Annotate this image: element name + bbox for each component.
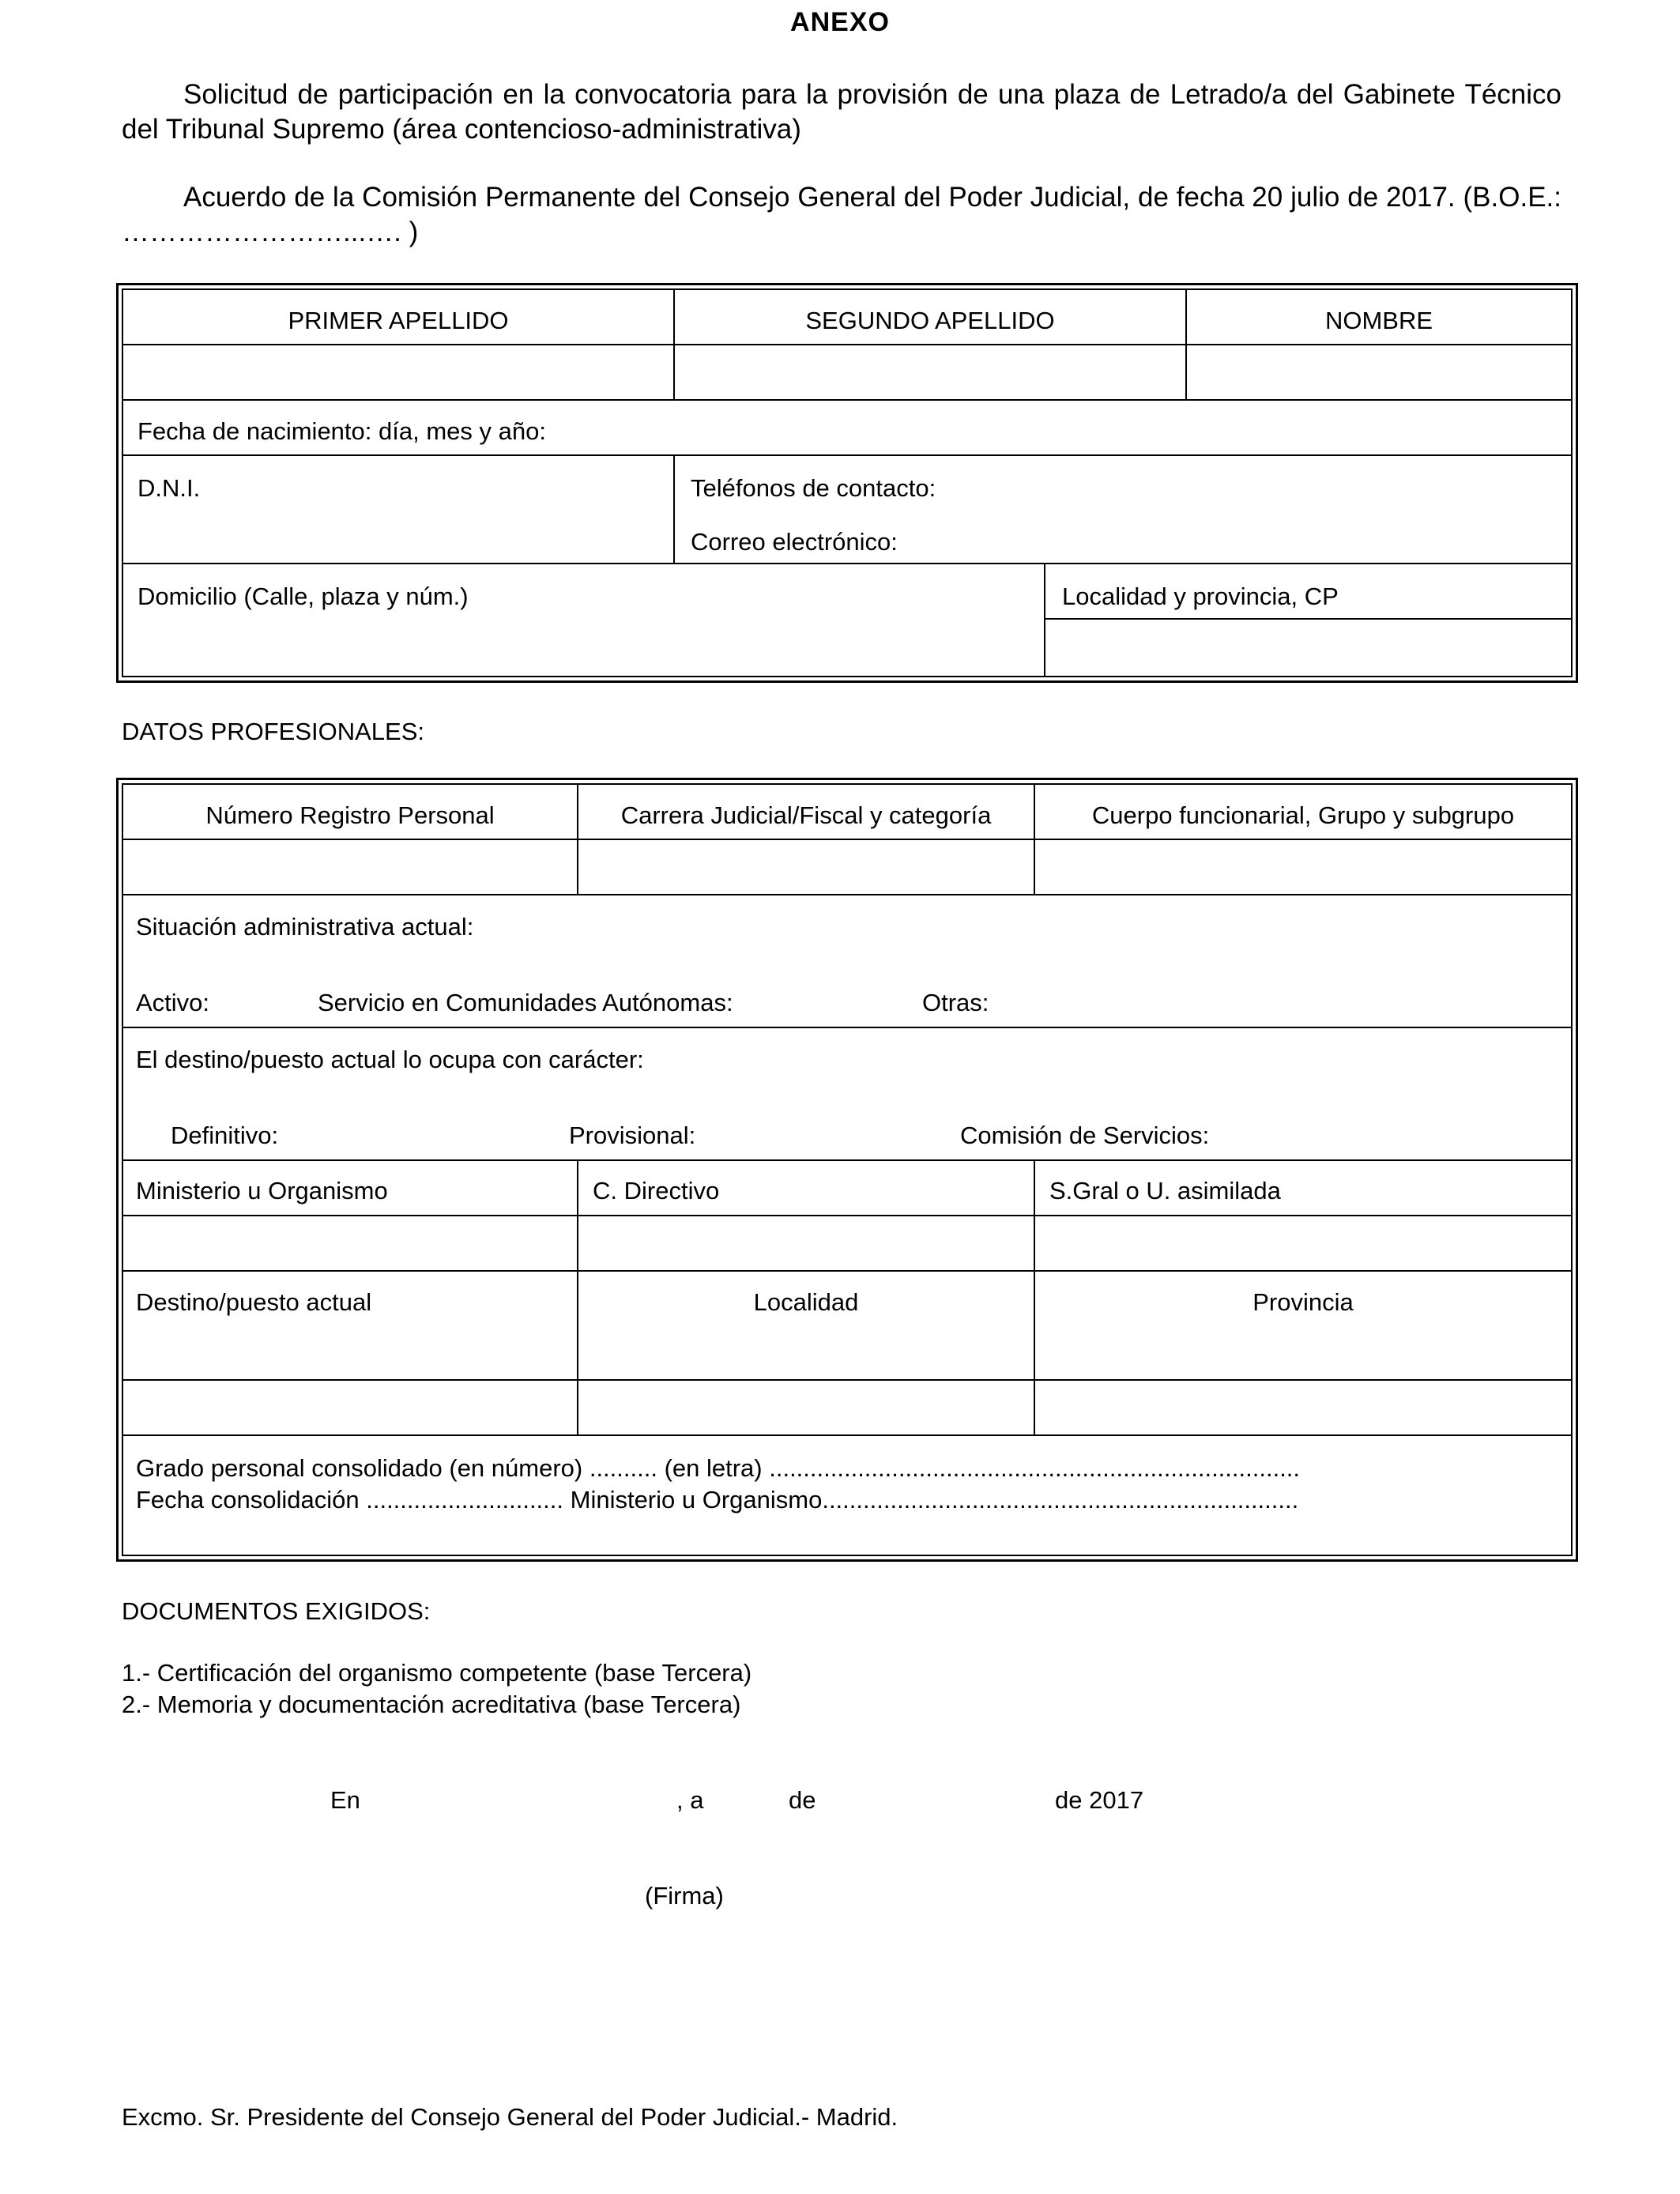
nrp-field[interactable] [123,840,575,892]
ministerio-header: Ministerio u Organismo [136,1177,388,1204]
correo-label: Correo electrónico: [691,528,898,556]
activo-label: Activo: [136,989,210,1016]
segundo-apellido-field[interactable] [675,345,1184,398]
documentos-heading: DOCUMENTOS EXIGIDOS: [122,1597,431,1625]
servicio-ccaa-label: Servicio en Comunidades Autónomas: [318,989,733,1016]
cuerpo-field[interactable] [1035,840,1569,892]
grado-line: Grado personal consolidado (en número) .......... (en letra) .............................................................................. [136,1454,1301,1482]
fecha-consolidacion-line: Fecha consolidación ............................. Ministerio u Organismo...................................................................... [136,1486,1299,1514]
provisional-label: Provisional: [569,1122,696,1149]
dni-label: D.N.I. [137,474,201,502]
carrera-header: Carrera Judicial/Fiscal y categoría [620,801,992,829]
s-gral-field[interactable] [1035,1216,1569,1269]
datos-profesionales-heading: DATOS PROFESIONALES: [122,718,425,745]
page-title: ANEXO [790,7,890,37]
localidad-field[interactable] [578,1381,1032,1433]
destino-actual-header: Destino/puesto actual [136,1288,372,1316]
destino-actual-field[interactable] [123,1381,575,1433]
localidad-provincia-field[interactable] [1045,620,1569,673]
cuerpo-header: Cuerpo funcionarial, Grupo y subgrupo [1091,801,1515,829]
c-directivo-field[interactable] [578,1216,1032,1269]
firma-a-label: , a [676,1786,704,1814]
primer-apellido-field[interactable] [123,345,672,398]
provincia-field[interactable] [1035,1381,1569,1433]
definitivo-label: Definitivo: [171,1122,279,1149]
situacion-label: Situación administrativa actual: [136,913,474,941]
nombre-field[interactable] [1187,345,1569,398]
solicitud-paragraph: Solicitud de participación en la convocatoria para la provisión de una plaza de Letrado/a del Gabinete Técnico del Tribunal Supremo (área contencioso-administrativa) [122,79,1561,145]
firma-label: (Firma) [645,1882,724,1909]
documento-item: 1.- Certificación del organismo competente (base Tercera) [122,1659,752,1687]
primer-apellido-header: PRIMER APELLIDO [288,307,509,334]
footer-addressee: Excmo. Sr. Presidente del Consejo General del Poder Judicial.- Madrid. [122,2103,898,2131]
nombre-header: NOMBRE [1324,307,1433,334]
ministerio-field[interactable] [123,1216,575,1269]
destino-caracter-label: El destino/puesto actual lo ocupa con carácter: [136,1046,644,1073]
firma-year-label: de 2017 [1055,1786,1144,1814]
comision-label: Comisión de Servicios: [960,1122,1210,1149]
documento-item: 2.- Memoria y documentación acreditativa (base Tercera) [122,1691,741,1718]
localidad-header: Localidad [753,1288,859,1316]
s-gral-header: S.Gral o U. asimilada [1049,1177,1281,1204]
provincia-header: Provincia [1252,1288,1354,1316]
domicilio-label: Domicilio (Calle, plaza y núm.) [137,582,469,610]
firma-de-label: de [789,1786,816,1814]
acuerdo-paragraph: Acuerdo de la Comisión Permanente del Consejo General del Poder Judicial, de fecha 20 julio de 2017. (B.O.E.: ……………………...…. ) [122,182,1561,247]
fecha-nacimiento-label: Fecha de nacimiento: día, mes y año: [137,417,546,445]
c-directivo-header: C. Directivo [593,1177,720,1204]
professional-data-table [122,783,1573,1556]
firma-en-label: En [330,1786,360,1814]
localidad-provincia-label: Localidad y provincia, CP [1062,582,1339,610]
segundo-apellido-header: SEGUNDO APELLIDO [805,307,1055,334]
telefonos-label: Teléfonos de contacto: [691,474,936,502]
otras-label: Otras: [922,989,989,1016]
carrera-field[interactable] [578,840,1032,892]
nrp-header: Número Registro Personal [205,801,495,829]
